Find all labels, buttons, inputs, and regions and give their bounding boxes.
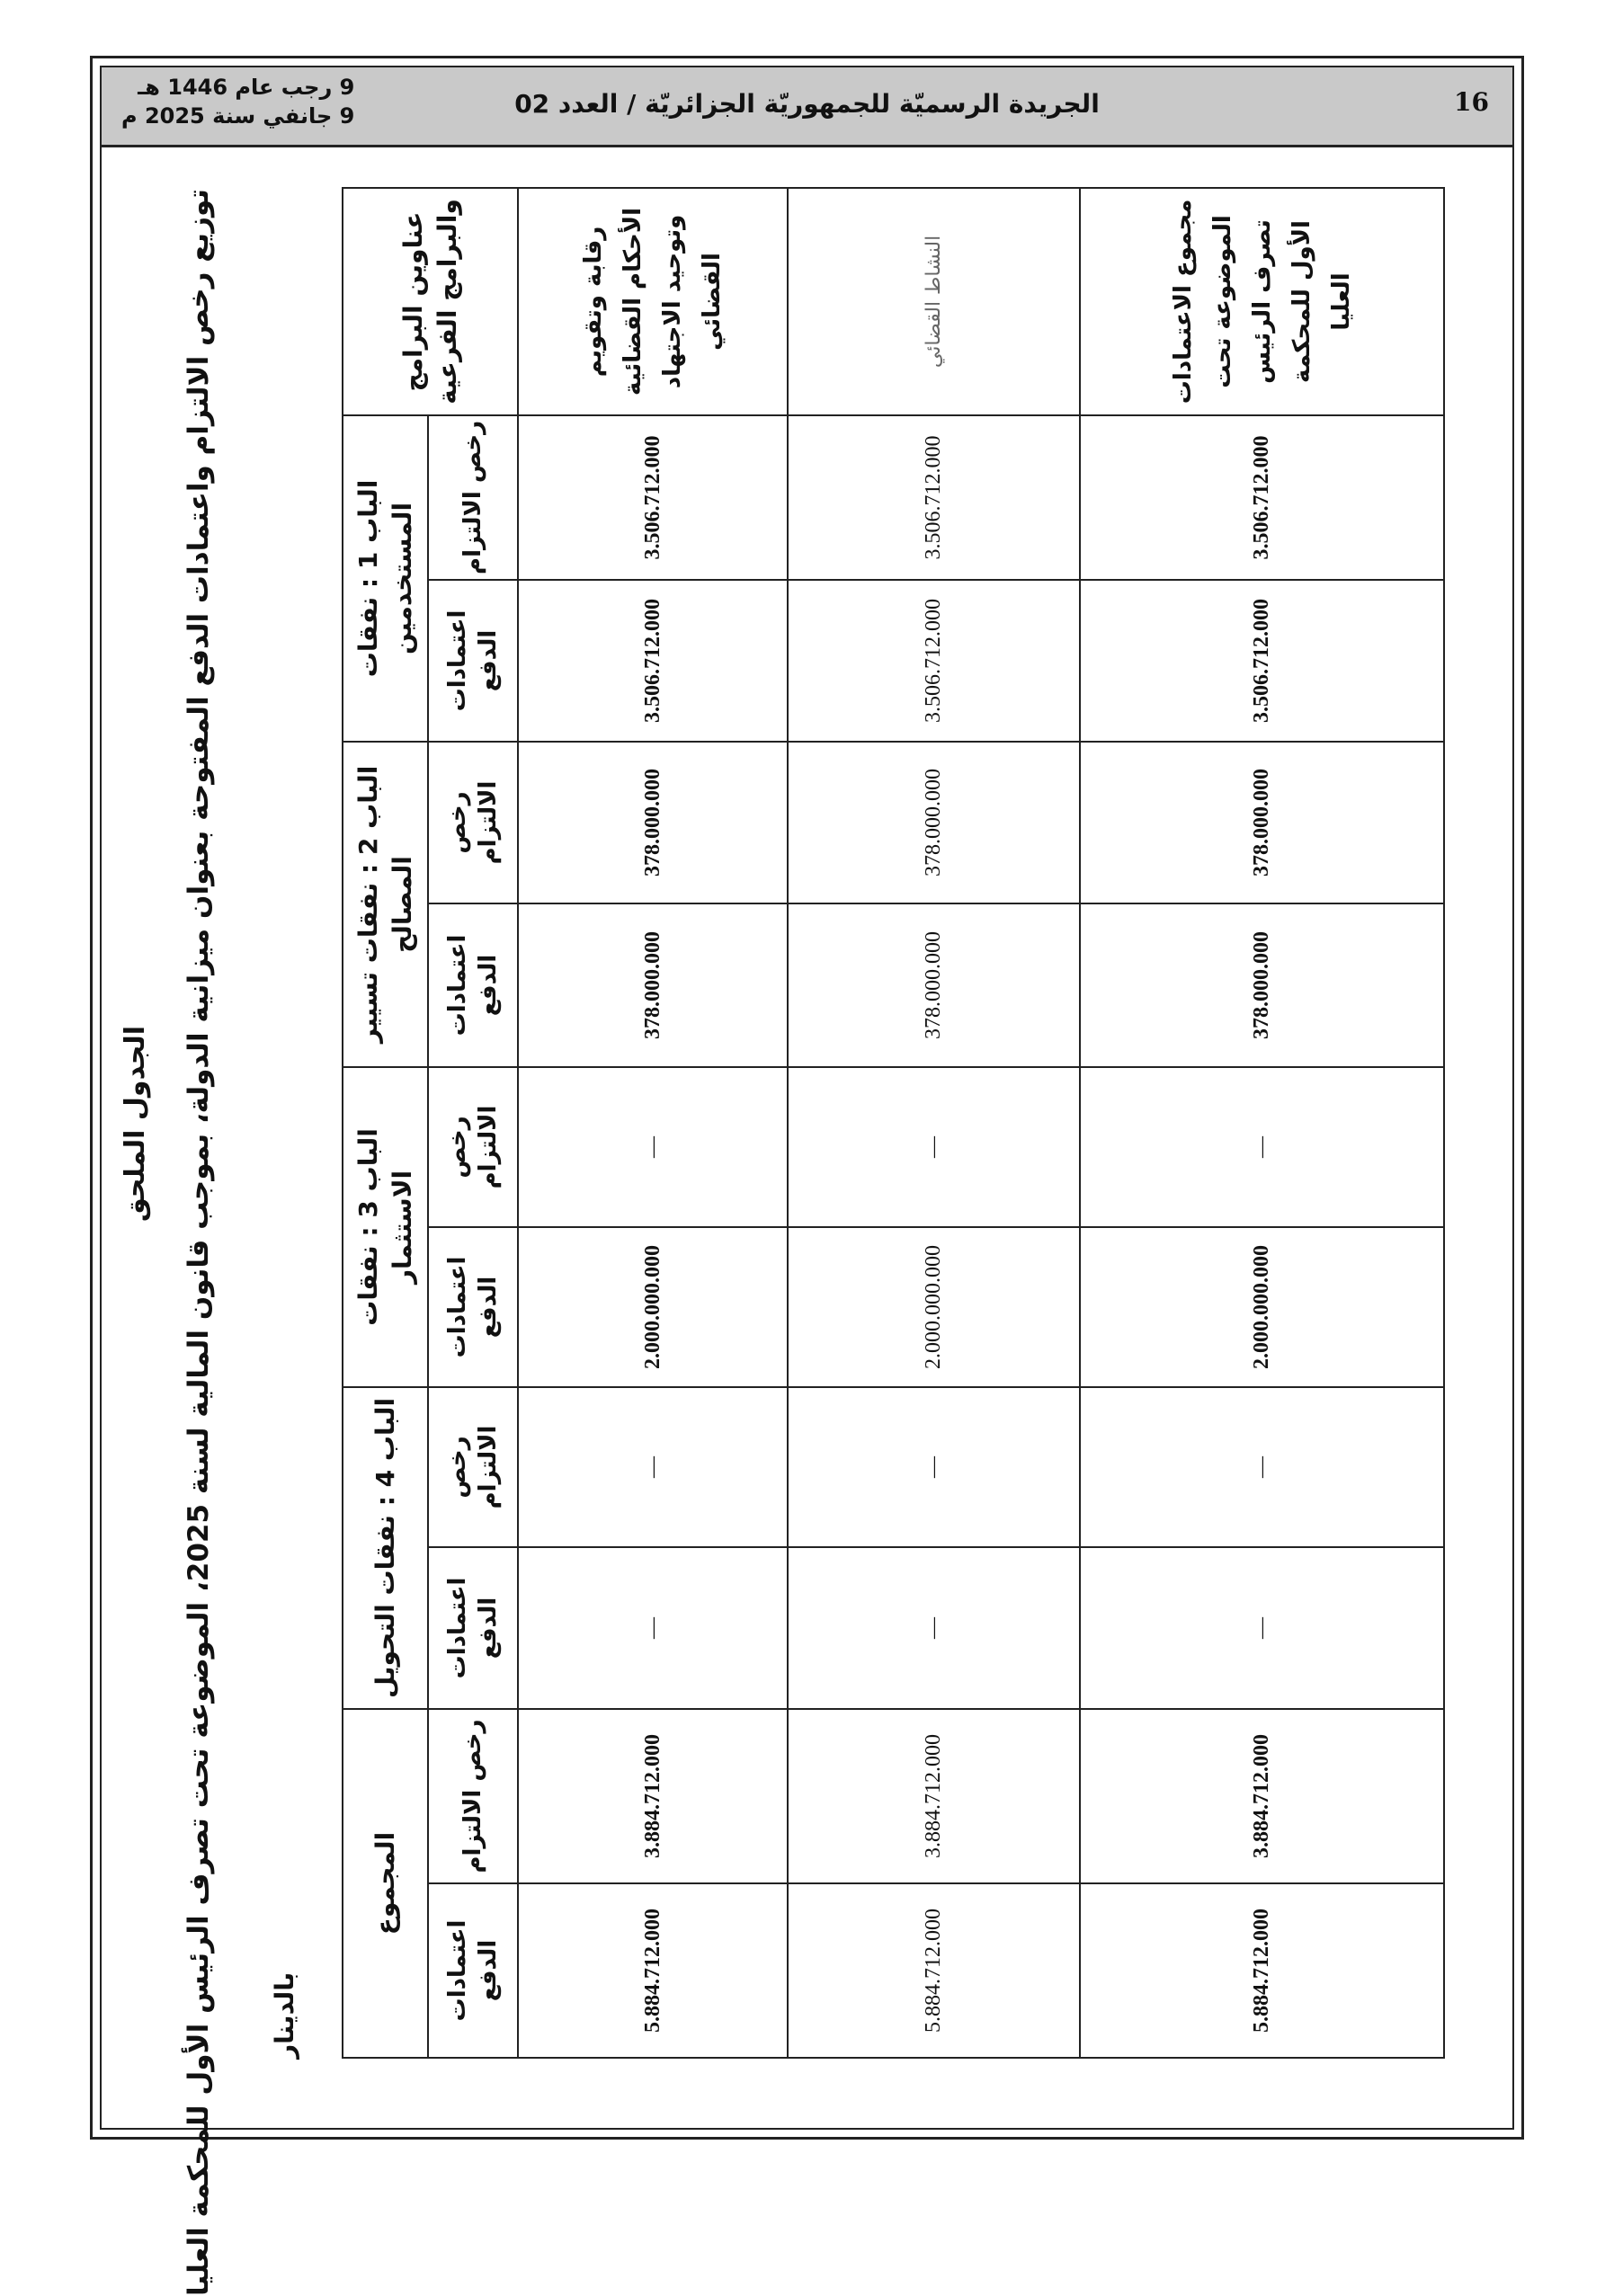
currency-unit: بالدينار <box>270 1971 299 2059</box>
cell-total-commitment: 3.884.712.000 <box>518 1709 788 1883</box>
subcol-ch3-payment: اعتمادات الدفع <box>428 1227 518 1387</box>
header-date-hijri: 9 رجب عام 1446 هـ <box>138 75 355 100</box>
cell-ch4-payment: — <box>518 1547 788 1709</box>
subcol-ch4-commitment: رخص الالتزام <box>428 1387 518 1547</box>
budget-table <box>342 187 1445 2059</box>
col-title-chapter3: الباب 3 : نفقات الاستثمار <box>343 1067 428 1387</box>
cell-ch4-payment: — <box>788 1547 1080 1709</box>
col-title-programs: عناوين البرامج والبرامج الفرعية <box>343 188 518 415</box>
cell-ch2-payment: 378.000.000 <box>518 903 788 1067</box>
rotated-annex <box>90 189 1511 2296</box>
annex-title: الجدول الملحق <box>120 1025 151 1223</box>
cell-ch3-payment: 2.000.000.000 <box>1080 1227 1444 1387</box>
cell-program-name: النشاط القضائي <box>788 188 1080 415</box>
cell-ch1-payment: 3.506.712.000 <box>788 580 1080 742</box>
cell-total-payment: 5.884.712.000 <box>518 1883 788 2058</box>
cell-program-name: مجموع الاعتمادات الموضوعة تحت تصرف الرئيس الأول للمحكمة العليا <box>1080 188 1444 415</box>
cell-ch3-commitment: — <box>788 1067 1080 1227</box>
cell-ch3-payment: 2.000.000.000 <box>788 1227 1080 1387</box>
cell-ch4-commitment: — <box>788 1387 1080 1547</box>
col-title-chapter2: الباب 2 : نفقات تسيير المصالح <box>343 742 428 1067</box>
table-row <box>788 188 1080 2058</box>
cell-ch2-commitment: 378.000.000 <box>518 742 788 903</box>
subcol-ch2-commitment: رخص الالتزام <box>428 742 518 903</box>
cell-ch3-payment: 2.000.000.000 <box>518 1227 788 1387</box>
table-subheader-row <box>428 188 518 2058</box>
cell-total-commitment: 3.884.712.000 <box>788 1709 1080 1883</box>
cell-total-payment: 5.884.712.000 <box>788 1883 1080 2058</box>
cell-ch2-commitment: 378.000.000 <box>1080 742 1444 903</box>
cell-ch4-payment: — <box>1080 1547 1444 1709</box>
cell-ch3-commitment: — <box>1080 1067 1444 1227</box>
col-title-chapter4: الباب 4 : نفقات التحويل <box>343 1387 428 1709</box>
cell-program-name: رقابة وتقويم الأحكام القضائية وتوحيد الاجتهاد القضائي <box>518 188 788 415</box>
subcol-ch1-payment: اعتمادات الدفع <box>428 580 518 742</box>
cell-ch4-commitment: — <box>1080 1387 1444 1547</box>
table-row <box>518 188 788 2058</box>
cell-ch3-commitment: — <box>518 1067 788 1227</box>
table-header-row <box>343 188 428 2058</box>
col-title-chapter1: الباب 1 : نفقات المستخدمين <box>343 415 428 742</box>
header-date-gregorian: 9 جانفي سنة 2025 م <box>121 103 355 129</box>
cell-ch1-payment: 3.506.712.000 <box>1080 580 1444 742</box>
cell-total-payment: 5.884.712.000 <box>1080 1883 1444 2058</box>
cell-total-commitment: 3.884.712.000 <box>1080 1709 1444 1883</box>
page-header <box>102 67 1512 147</box>
header-title: الجريدة الرسميّة للجمهوريّة الجزائريّة / العدد 02 <box>514 89 1100 119</box>
subcol-total-commitment: رخص الالتزام <box>428 1709 518 1883</box>
cell-ch2-commitment: 378.000.000 <box>788 742 1080 903</box>
cell-ch4-commitment: — <box>518 1387 788 1547</box>
table-row <box>1080 188 1444 2058</box>
subcol-ch3-commitment: رخص الالتزام <box>428 1067 518 1227</box>
cell-ch1-commitment: 3.506.712.000 <box>518 415 788 580</box>
cell-ch1-commitment: 3.506.712.000 <box>788 415 1080 580</box>
col-title-total: المجموع <box>343 1709 428 2058</box>
cell-ch2-payment: 378.000.000 <box>1080 903 1444 1067</box>
cell-ch1-commitment: 3.506.712.000 <box>1080 415 1444 580</box>
header-page-number: 16 <box>1454 87 1489 117</box>
subcol-ch4-payment: اعتمادات الدفع <box>428 1547 518 1709</box>
cell-ch2-payment: 378.000.000 <box>788 903 1080 1067</box>
subcol-ch2-payment: اعتمادات الدفع <box>428 903 518 1067</box>
subcol-total-payment: اعتمادات الدفع <box>428 1883 518 2058</box>
subcol-ch1-commitment: رخص الالتزام <box>428 415 518 580</box>
cell-ch1-payment: 3.506.712.000 <box>518 580 788 742</box>
annex-subtitle: توزيع رخص الالتزام واعتمادات الدفع المفتوحة بعنوان ميزانية الدولة، بموجب قانون المالية لسنة 2025، الموضوعة تحت تصرف الرئيس الأول للمحكمة العليا <box>183 189 215 2296</box>
